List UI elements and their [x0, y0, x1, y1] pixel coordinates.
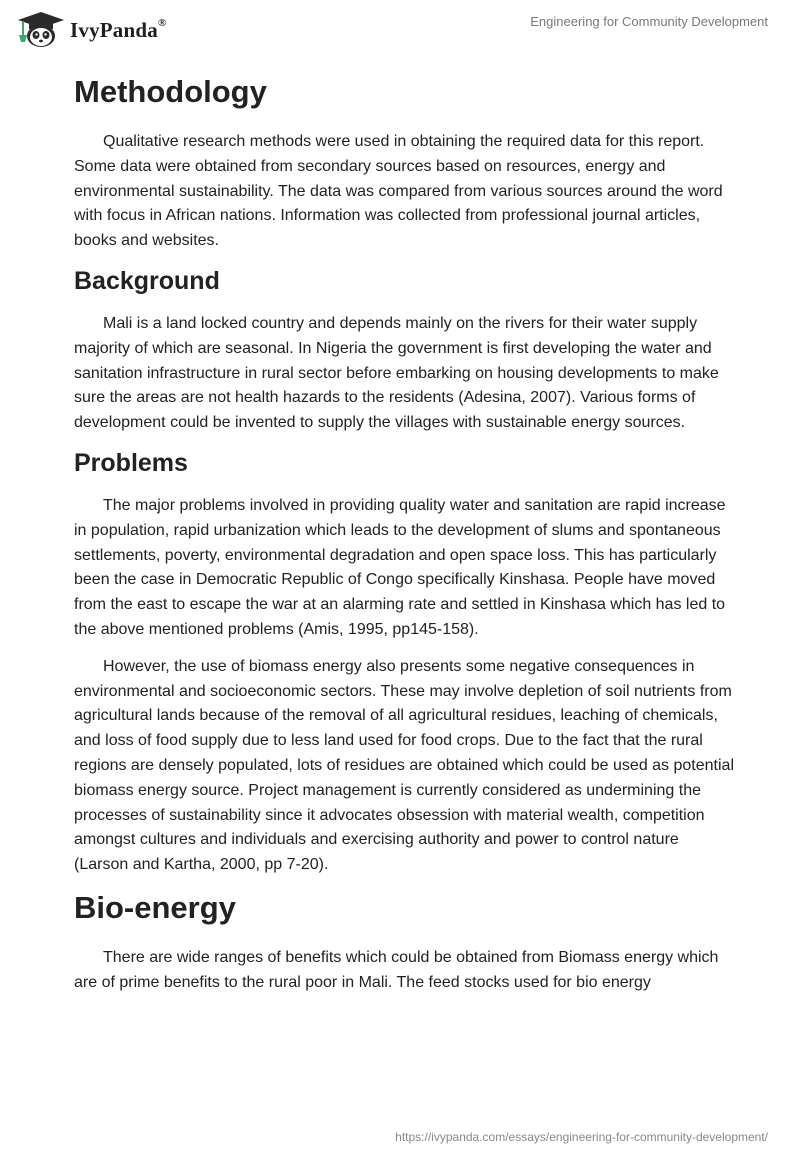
registered-mark: ®	[157, 16, 167, 29]
document-title: Engineering for Community Development	[530, 14, 768, 29]
logo-wordmark: IvyPanda®	[70, 16, 167, 42]
paragraph-background: Mali is a land locked country and depends mainly on the rivers for their water supply majority of which are seasonal. In Nigeria the government is first developing the water and sanitation infrastructure in rural sector before embarking on housing developments to make sure the areas are not health hazards to the residents (Adesina, 2007). Various forms of development could be invented to supply the villages with sustainable energy sources.	[74, 314, 719, 432]
paragraph-problems-2: However, the use of biomass energy also presents some negative consequences in environmental and socioeconomic sectors. These may involve depletion of soil nutrients from agricultural lands because of the removal of all agricultural residues, leaching of chemicals, and loss of food supply due to less land used for food crops. Due to the fact that the rural regions are densely populated, lots of residues are obtained which could be used as potential biomass energy source. Project management is currently considered as undermining the processes of sustainability since it advocates obsession with material wealth, competition amongst cultures and individuals and exercising authority and power to control nature (Larson and Kartha, 2000, pp 7-20).	[74, 657, 734, 874]
heading-problems: Problems	[74, 448, 188, 477]
paragraph-methodology: Qualitative research methods were used in obtaining the required data for this report. Some data were obtained from secondary sources based on resources, energy and environmental sustainability. The data was compared from various sources around the word with focus in African nations. Information was collected from professional journal articles, books and websites.	[74, 133, 723, 250]
heading-background: Background	[74, 266, 220, 295]
essay-content	[74, 66, 734, 1008]
heading-bio-energy: Bio-energy	[74, 889, 236, 925]
paragraph-bio-energy: There are wide ranges of benefits which could be obtained from Biomass energy which are of prime benefits to the rural poor in Mali. The feed stocks used for bio energy	[74, 948, 719, 991]
paragraph-problems-1: The major problems involved in providing quality water and sanitation are rapid increase in population, rapid urbanization which leads to the development of slums and spontaneous settlements, poverty, environmental degradation and open space loss. This has particularly been the case in Democratic Republic of Congo specifically Kinshasa. People have moved from the east to escape the war at an alarming rate and settled in Kinshasa which has led to the above mentioned problems (Amis, 1995, pp145-158).	[74, 496, 726, 638]
heading-methodology: Methodology	[74, 74, 267, 109]
page-header	[0, 0, 800, 60]
source-url-link[interactable]: https://ivypanda.com/essays/engineering-for-community-development/	[395, 1130, 768, 1144]
ivypanda-logo[interactable]	[14, 9, 166, 49]
panda-logo-icon	[14, 9, 64, 49]
